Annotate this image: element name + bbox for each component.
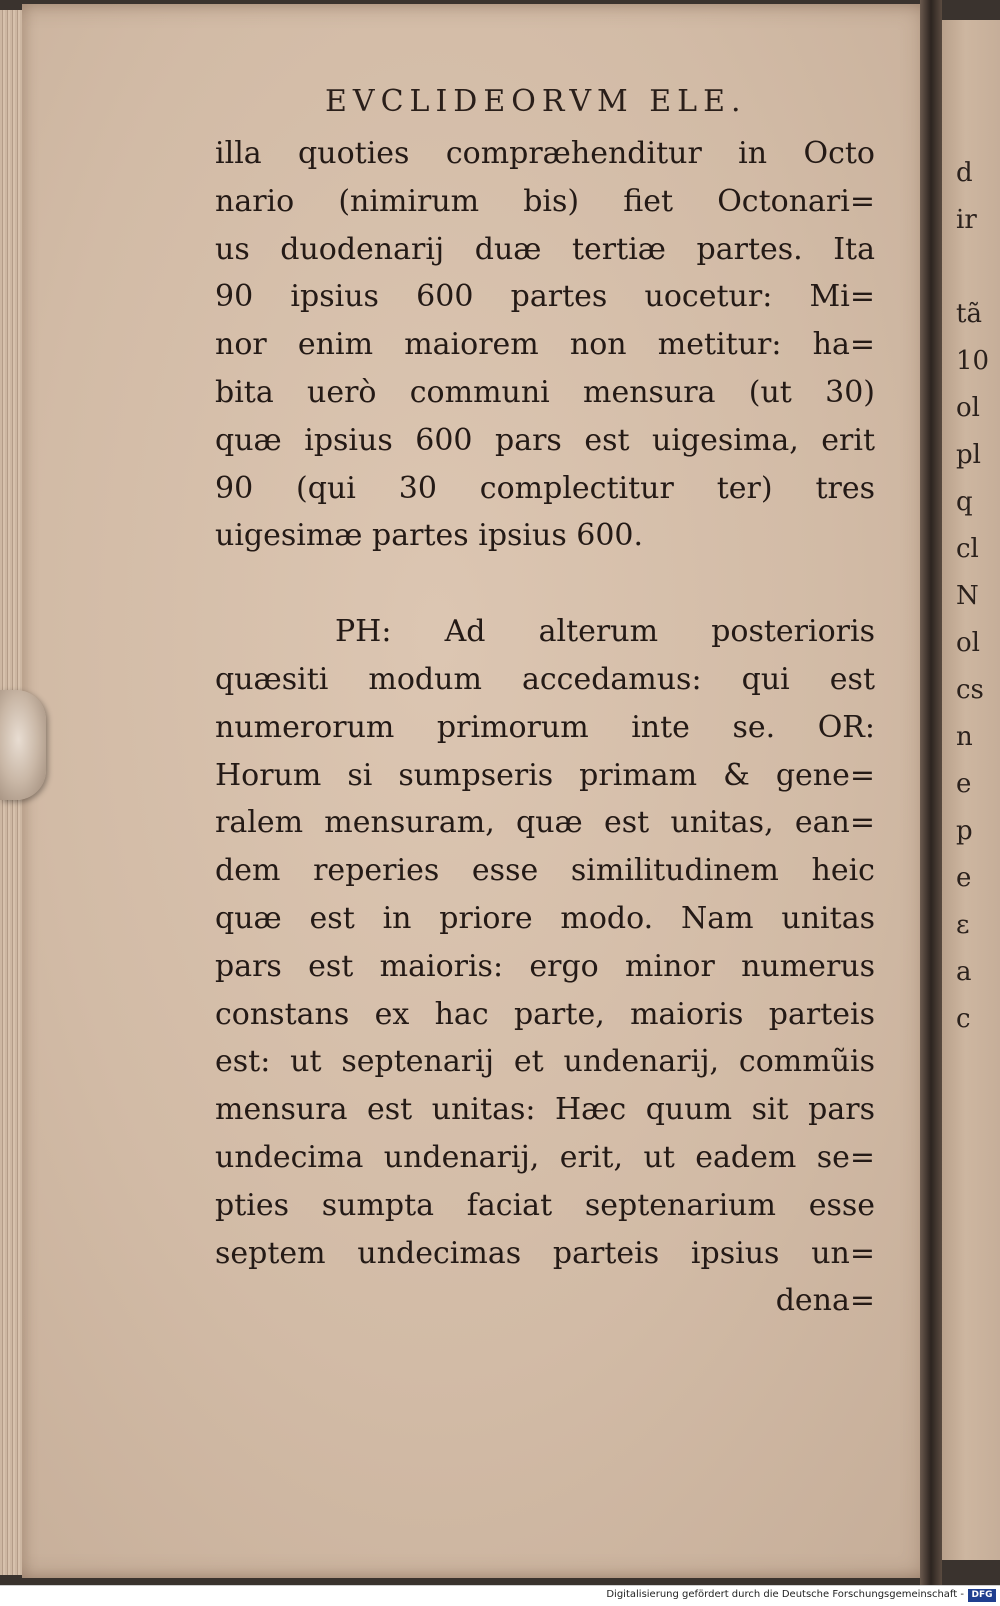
page-body <box>215 130 875 1325</box>
text-line: mensura est unitas: Hæc quum sit pars <box>215 1092 875 1128</box>
text-line: uigesimæ partes ipsius 600. <box>215 518 644 554</box>
adjacent-page-letters: d ir tã 10 ol pl q cl N ol cs n e p e ε a c <box>956 158 990 1034</box>
text-line: septem undecimas parteis ipsius un= <box>215 1235 875 1271</box>
text-line: undecima undenarij, erit, ut eadem se= <box>215 1139 875 1175</box>
text-line: pars est maioris: ergo minor numerus <box>215 948 875 984</box>
text-line: illa quoties compræhenditur in Octo <box>215 136 875 171</box>
text-line: Horum si sumpseris primam & gene= <box>215 757 875 793</box>
text-line: quæ est in priore modo. Nam unitas <box>215 900 875 936</box>
catchword: dena= <box>775 1283 875 1319</box>
text-line: PH: Ad alterum posterioris <box>335 614 875 650</box>
adjacent-page <box>942 20 1000 1560</box>
text-line: quæsiti modum accedamus: qui est <box>215 661 875 697</box>
paragraph-gap <box>215 560 875 608</box>
text-line: quæ ipsius 600 pars est uigesima, erit <box>215 422 875 458</box>
text-line: nor enim maiorem non metitur: ha= <box>215 327 875 363</box>
text-line: ralem mensuram, quæ est unitas, ean= <box>215 805 875 841</box>
book-gutter <box>920 0 942 1585</box>
digitization-footer <box>0 1585 1000 1606</box>
page-clip <box>0 690 46 800</box>
text-line: bita uerò communi mensura (ut 30) <box>215 374 875 410</box>
text-line: pties sumpta faciat septenarium esse <box>215 1187 875 1223</box>
text-line: dem reperies esse similitudinem heic <box>215 853 875 889</box>
text-line: constans ex hac parte, maioris parteis <box>215 996 875 1032</box>
text-line: nario (nimirum bis) fiet Octonari= <box>215 183 875 219</box>
running-title: EVCLIDEORVM ELE. <box>325 84 747 119</box>
text-line: 90 ipsius 600 partes uocetur: Mi= <box>215 279 875 315</box>
footer-credit: Digitalisierung gefördert durch die Deutsche Forschungsgemeinschaft - <box>606 1589 964 1600</box>
text-line: est: ut septenarij et undenarij, commũis <box>215 1044 875 1080</box>
text-line: numerorum primorum inte se. OR: <box>215 709 875 745</box>
dfg-logo: DFG <box>968 1589 996 1602</box>
text-line: us duodenarij duæ tertiæ partes. Ita <box>215 231 875 267</box>
text-line: 90 (qui 30 complectitur ter) tres <box>215 470 875 506</box>
